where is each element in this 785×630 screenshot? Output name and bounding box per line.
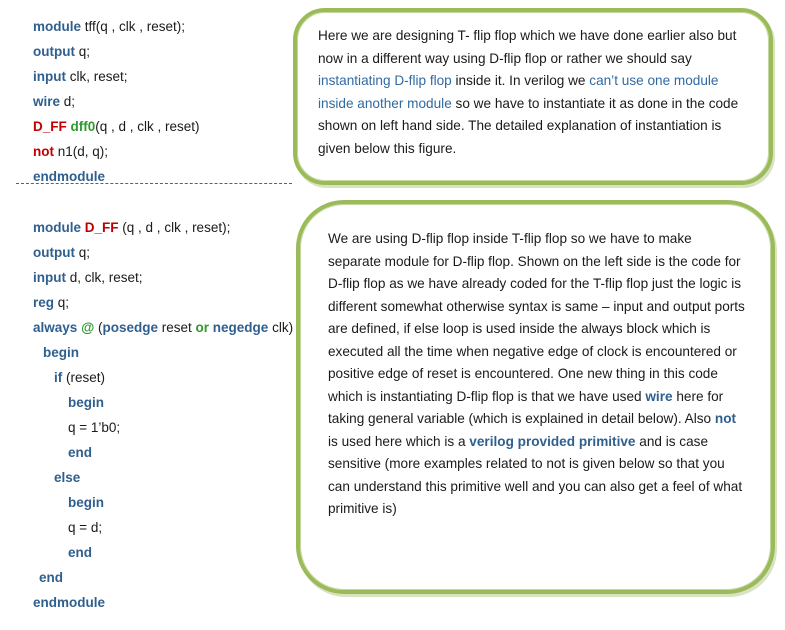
instance-type: D_FF [33, 119, 67, 134]
keyword: begin [68, 495, 105, 510]
explanation-box-bottom [296, 200, 775, 594]
keyword: end [68, 545, 93, 560]
keyword: if [54, 370, 63, 385]
keyword-or: or [195, 320, 210, 335]
keyword: endmodule [33, 169, 106, 184]
dashed-divider [16, 183, 292, 184]
code-text: tff(q , clk , reset); [81, 19, 186, 34]
keyword: input [33, 270, 67, 285]
keyword: always [33, 320, 78, 335]
code-text: q; [75, 245, 91, 260]
note-text: Here we are designing T- flip flop which we have done earlier also but now in a different way using D-flip flop or rather we should say [318, 28, 737, 66]
keyword: endmodule [33, 595, 106, 610]
note-keyword: wire [645, 388, 673, 404]
code-text: q = d; [68, 520, 103, 535]
note-highlight: instantiating D-flip flop [318, 73, 452, 88]
keyword: output [33, 44, 75, 59]
keyword-not: not [33, 144, 55, 159]
code-text: q; [54, 295, 70, 310]
code-line [18, 576, 105, 630]
note-keyword: verilog provided primitive [469, 433, 636, 449]
code-text: d; [60, 94, 76, 109]
code-text: n1(d, q); [54, 144, 109, 159]
code-text: q; [75, 44, 91, 59]
code-text: clk, reset; [66, 69, 128, 84]
code-line [18, 150, 105, 204]
code-text: (q , d , clk , reset); [118, 220, 231, 235]
keyword: posedge [102, 320, 159, 335]
keyword: begin [68, 395, 105, 410]
keyword: module [33, 220, 82, 235]
code-text: reset [158, 320, 196, 335]
at-symbol: @ [81, 320, 95, 335]
instance-name: dff0 [70, 119, 96, 134]
keyword: end [39, 570, 64, 585]
note-text: inside it. In verilog we [451, 73, 590, 88]
keyword: wire [33, 94, 61, 109]
code-text: d, clk, reset; [66, 270, 143, 285]
code-text: clk) [268, 320, 294, 335]
keyword: reg [33, 295, 55, 310]
note-highlight: can’t use one module inside another module [318, 73, 719, 111]
code-text: q = 1’b0; [68, 420, 121, 435]
code-text: (q , d , clk , reset) [95, 119, 200, 134]
explanation-box-top [293, 8, 773, 185]
keyword: input [33, 69, 67, 84]
note-text: We are using D-flip flop inside T-flip flop so we have to make separate module for D-flip flop. Shown on the left side is the code for D-flip flop as we have already coded for the T-flip flop just the logic is different somewhat otherwise syntax is same – input and output ports are defined, if else loop is used inside the always block which is executed all the time when negative edge of clock is encountered or positive edge of reset is encountered. One new thing in this code which is instantiating D-flip flop is that we have used [328, 231, 745, 404]
note-text: and is case sensitive (more examples related to not is given below so that you can understand this primitive well and you can also get a feel of what primitive is) [328, 433, 743, 516]
note-text: here for taking general variable (which is explained in detail below). Also [328, 388, 724, 426]
keyword: module [33, 19, 82, 34]
keyword: negedge [212, 320, 269, 335]
keyword: end [68, 445, 93, 460]
code-text: ( [94, 320, 103, 335]
keyword: output [33, 245, 75, 260]
code-text: (reset) [62, 370, 106, 385]
keyword: else [54, 470, 81, 485]
keyword: begin [43, 345, 80, 360]
module-name: D_FF [84, 220, 119, 235]
note-text: is used here which is a [328, 433, 470, 449]
note-text: so we have to instantiate it as done in the code shown on left hand side. The detailed explanation of instantiation is given below this figure. [318, 95, 739, 156]
note-keyword: not [714, 411, 737, 426]
